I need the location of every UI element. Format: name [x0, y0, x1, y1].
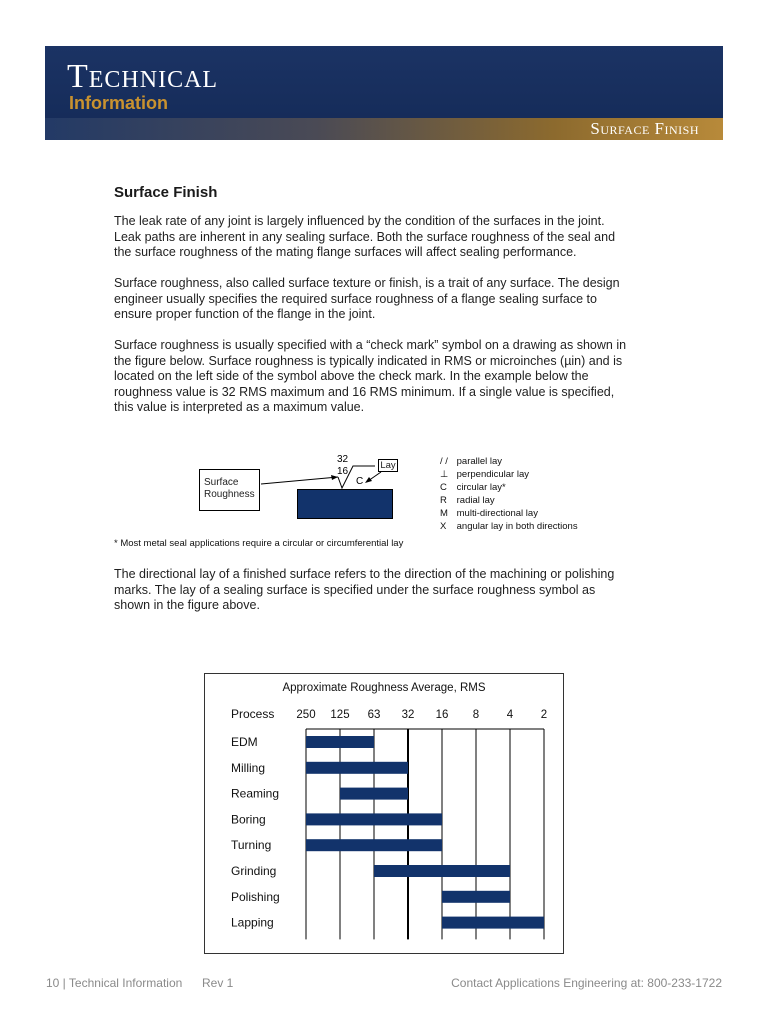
process-label: EDM — [231, 735, 258, 749]
roughness-chart — [204, 673, 564, 954]
banner-subtitle: Information — [69, 93, 168, 113]
banner-title: Technical — [67, 58, 219, 95]
process-label: Reaming — [231, 786, 280, 801]
surface-label-line2: Roughness — [204, 489, 255, 500]
min-roughness-value: 16 — [337, 466, 349, 477]
process-range-bar — [340, 788, 408, 800]
paragraph-2: Surface roughness, also called surface texture or finish, is a trait of any surface. The design engineer usually specifies the required surface roughness of a flange sealing surface to ensure proper function of the flange in the joint. — [114, 276, 620, 321]
process-range-bar — [374, 865, 510, 877]
chart-plot — [205, 674, 565, 955]
process-label: Turning — [231, 838, 272, 853]
x-tick-label: 2 — [540, 709, 548, 721]
process-label: Polishing — [231, 889, 280, 904]
process-range-bar — [442, 917, 544, 929]
max-roughness-value: 32 — [337, 454, 349, 465]
legend-symbol: / / — [440, 456, 448, 467]
process-range-bar — [306, 839, 442, 851]
surface-block — [297, 489, 393, 519]
legend-symbol: R — [440, 495, 447, 506]
process-label: Milling — [231, 760, 266, 775]
legend-angular — [440, 521, 578, 533]
section-title: Surface Finish — [590, 119, 699, 138]
x-tick-label: 4 — [506, 709, 514, 721]
x-tick-label: 8 — [472, 709, 480, 721]
lay-symbol: C — [356, 476, 364, 487]
legend-perpendicular — [440, 469, 529, 481]
process-range-bar — [306, 762, 408, 774]
process-label: Lapping — [231, 915, 274, 930]
diagram-footnote: * Most metal seal applications require a circular or circumferential lay — [114, 538, 404, 549]
legend-circular — [440, 482, 506, 494]
legend-text: circular lay* — [456, 482, 506, 493]
legend-symbol: ⊥ — [440, 469, 449, 480]
footer-revision: Rev 1 — [202, 976, 234, 990]
legend-radial — [440, 495, 495, 507]
process-range-bar — [306, 813, 442, 825]
legend-parallel — [440, 456, 502, 468]
paragraph-4: The directional lay of a finished surface refers to the direction of the machining or polishing marks. The lay of a sealing surface is specified under the surface roughness symbol as shown in the figure above. — [114, 567, 615, 612]
legend-multidirectional — [440, 508, 538, 520]
header-banner — [45, 46, 723, 140]
footer-page-info: 10 | Technical Information — [46, 976, 183, 990]
legend-symbol: X — [440, 521, 447, 532]
legend-text: radial lay — [456, 495, 495, 506]
legend-symbol: M — [440, 508, 448, 519]
x-tick-label: 32 — [401, 709, 415, 721]
legend-symbol: C — [440, 482, 447, 493]
lay-box: Lay — [378, 459, 398, 472]
process-header: Process — [231, 707, 275, 721]
paragraph-3: Surface roughness is usually specified with a “check mark” symbol on a drawing as shown in the figure below. Surface roughness is typically indicated in RMS or microinches (µin) and is located on the left side of the symbol above the check mark. In the example below the roughness value is 32 RMS maximum and 16 RMS minimum. If a single value is specified, this value is interpreted as a maximum value. — [114, 338, 627, 414]
legend-text: perpendicular lay — [456, 469, 529, 480]
legend-text: multi-directional lay — [456, 508, 538, 519]
footer-contact: Contact Applications Engineering at: 800-233-1722 — [451, 976, 722, 990]
process-label: Boring — [231, 812, 266, 827]
process-range-bar — [306, 736, 374, 748]
chart-title: Approximate Roughness Average, RMS — [282, 682, 486, 694]
process-range-bar — [442, 891, 510, 903]
x-tick-label: 16 — [435, 709, 449, 721]
process-label: Grinding — [231, 864, 277, 878]
legend-text: angular lay in both directions — [456, 521, 578, 532]
x-tick-label: 125 — [330, 709, 350, 721]
paragraph-1: The leak rate of any joint is largely influenced by the condition of the surfaces in the joint. Leak paths are inherent in any sealing surface. Both the surface roughness of the seal and the surface roughness of the mating flange surfaces will affect sealing performance. — [114, 214, 616, 259]
surface-label-line1: Surface — [204, 477, 239, 488]
surface-roughness-label-box — [199, 469, 260, 511]
page-heading: Surface Finish — [114, 184, 218, 201]
x-tick-label: 63 — [367, 709, 381, 721]
legend-text: parallel lay — [456, 456, 503, 467]
x-tick-label: 250 — [296, 709, 316, 721]
